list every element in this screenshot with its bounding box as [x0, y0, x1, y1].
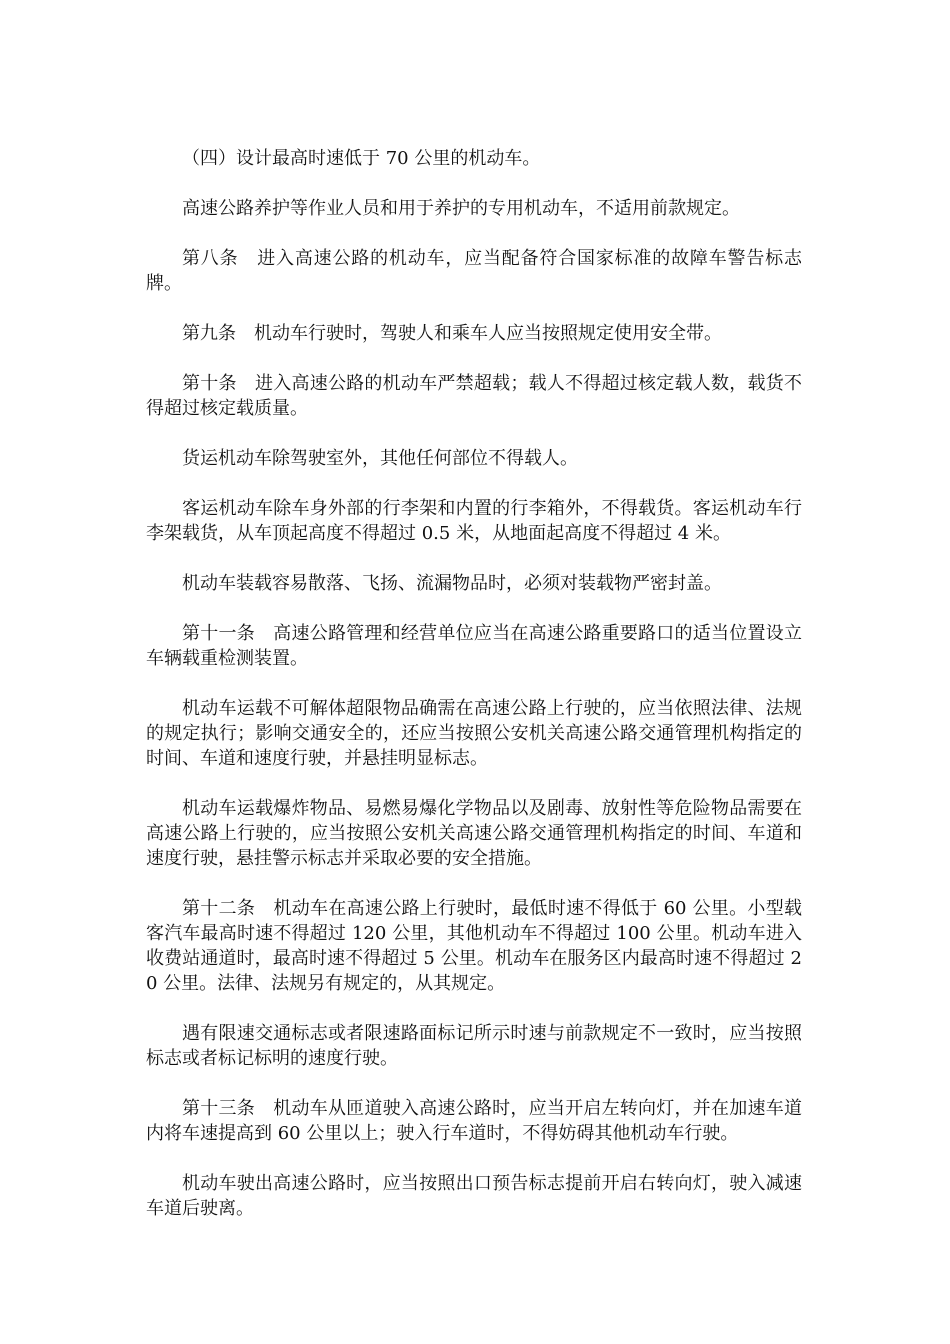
paragraph-article-8: 第八条 进入高速公路的机动车，应当配备符合国家标准的故障车警告标志牌。 [146, 248, 802, 294]
paragraph: 机动车运载不可解体超限物品确需在高速公路上行驶的，应当依照法律、法规的规定执行；影响交通安全的，还应当按照公安机关高速公路交通管理机构指定的时间、车道和速度行驶，并悬挂明显标志。 [146, 698, 802, 769]
paragraph: （四）设计最高时速低于 70 公里的机动车。 [182, 148, 541, 169]
paragraph-article-13: 第十三条 机动车从匝道驶入高速公路时，应当开启左转向灯，并在加速车道内将车速提高到 60 公里以上；驶入行车道时，不得妨碍其他机动车行驶。 [146, 1098, 802, 1144]
paragraph: 客运机动车除车身外部的行李架和内置的行李箱外，不得载货。客运机动车行李架载货，从车顶起高度不得超过 0.5 米，从地面起高度不得超过 4 米。 [146, 498, 802, 544]
document-body [146, 146, 802, 1246]
paragraph: 机动车运载爆炸物品、易燃易爆化学物品以及剧毒、放射性等危险物品需要在高速公路上行驶的，应当按照公安机关高速公路交通管理机构指定的时间、车道和速度行驶，悬挂警示标志并采取必要的安全措施。 [146, 798, 802, 869]
paragraph-article-9: 第九条 机动车行驶时，驾驶人和乘车人应当按照规定使用安全带。 [182, 323, 722, 344]
paragraph-article-10: 第十条 进入高速公路的机动车严禁超载；载人不得超过核定载人数，载货不得超过核定载质量。 [146, 373, 802, 419]
paragraph: 机动车装载容易散落、飞扬、流漏物品时，必须对装载物严密封盖。 [182, 573, 722, 594]
paragraph: 遇有限速交通标志或者限速路面标记所示时速与前款规定不一致时，应当按照标志或者标记标明的速度行驶。 [146, 1023, 802, 1069]
paragraph-article-12: 第十二条 机动车在高速公路上行驶时，最低时速不得低于 60 公里。小型载客汽车最高时速不得超过 120 公里，其他机动车不得超过 100 公里。机动车进入收费站通道时，最高时速不得超过 5 公里。机动车在服务区内最高时速不得超过 20 公里。法律、法规另有规定的，从其规定。 [146, 898, 802, 994]
paragraph-article-11: 第十一条 高速公路管理和经营单位应当在高速公路重要路口的适当位置设立车辆载重检测装置。 [146, 623, 802, 669]
paragraph: 机动车驶出高速公路时，应当按照出口预告标志提前开启右转向灯，驶入减速车道后驶离。 [146, 1173, 802, 1219]
paragraph: 高速公路养护等作业人员和用于养护的专用机动车，不适用前款规定。 [182, 198, 740, 219]
paragraph: 货运机动车除驾驶室外，其他任何部位不得载人。 [182, 448, 578, 469]
